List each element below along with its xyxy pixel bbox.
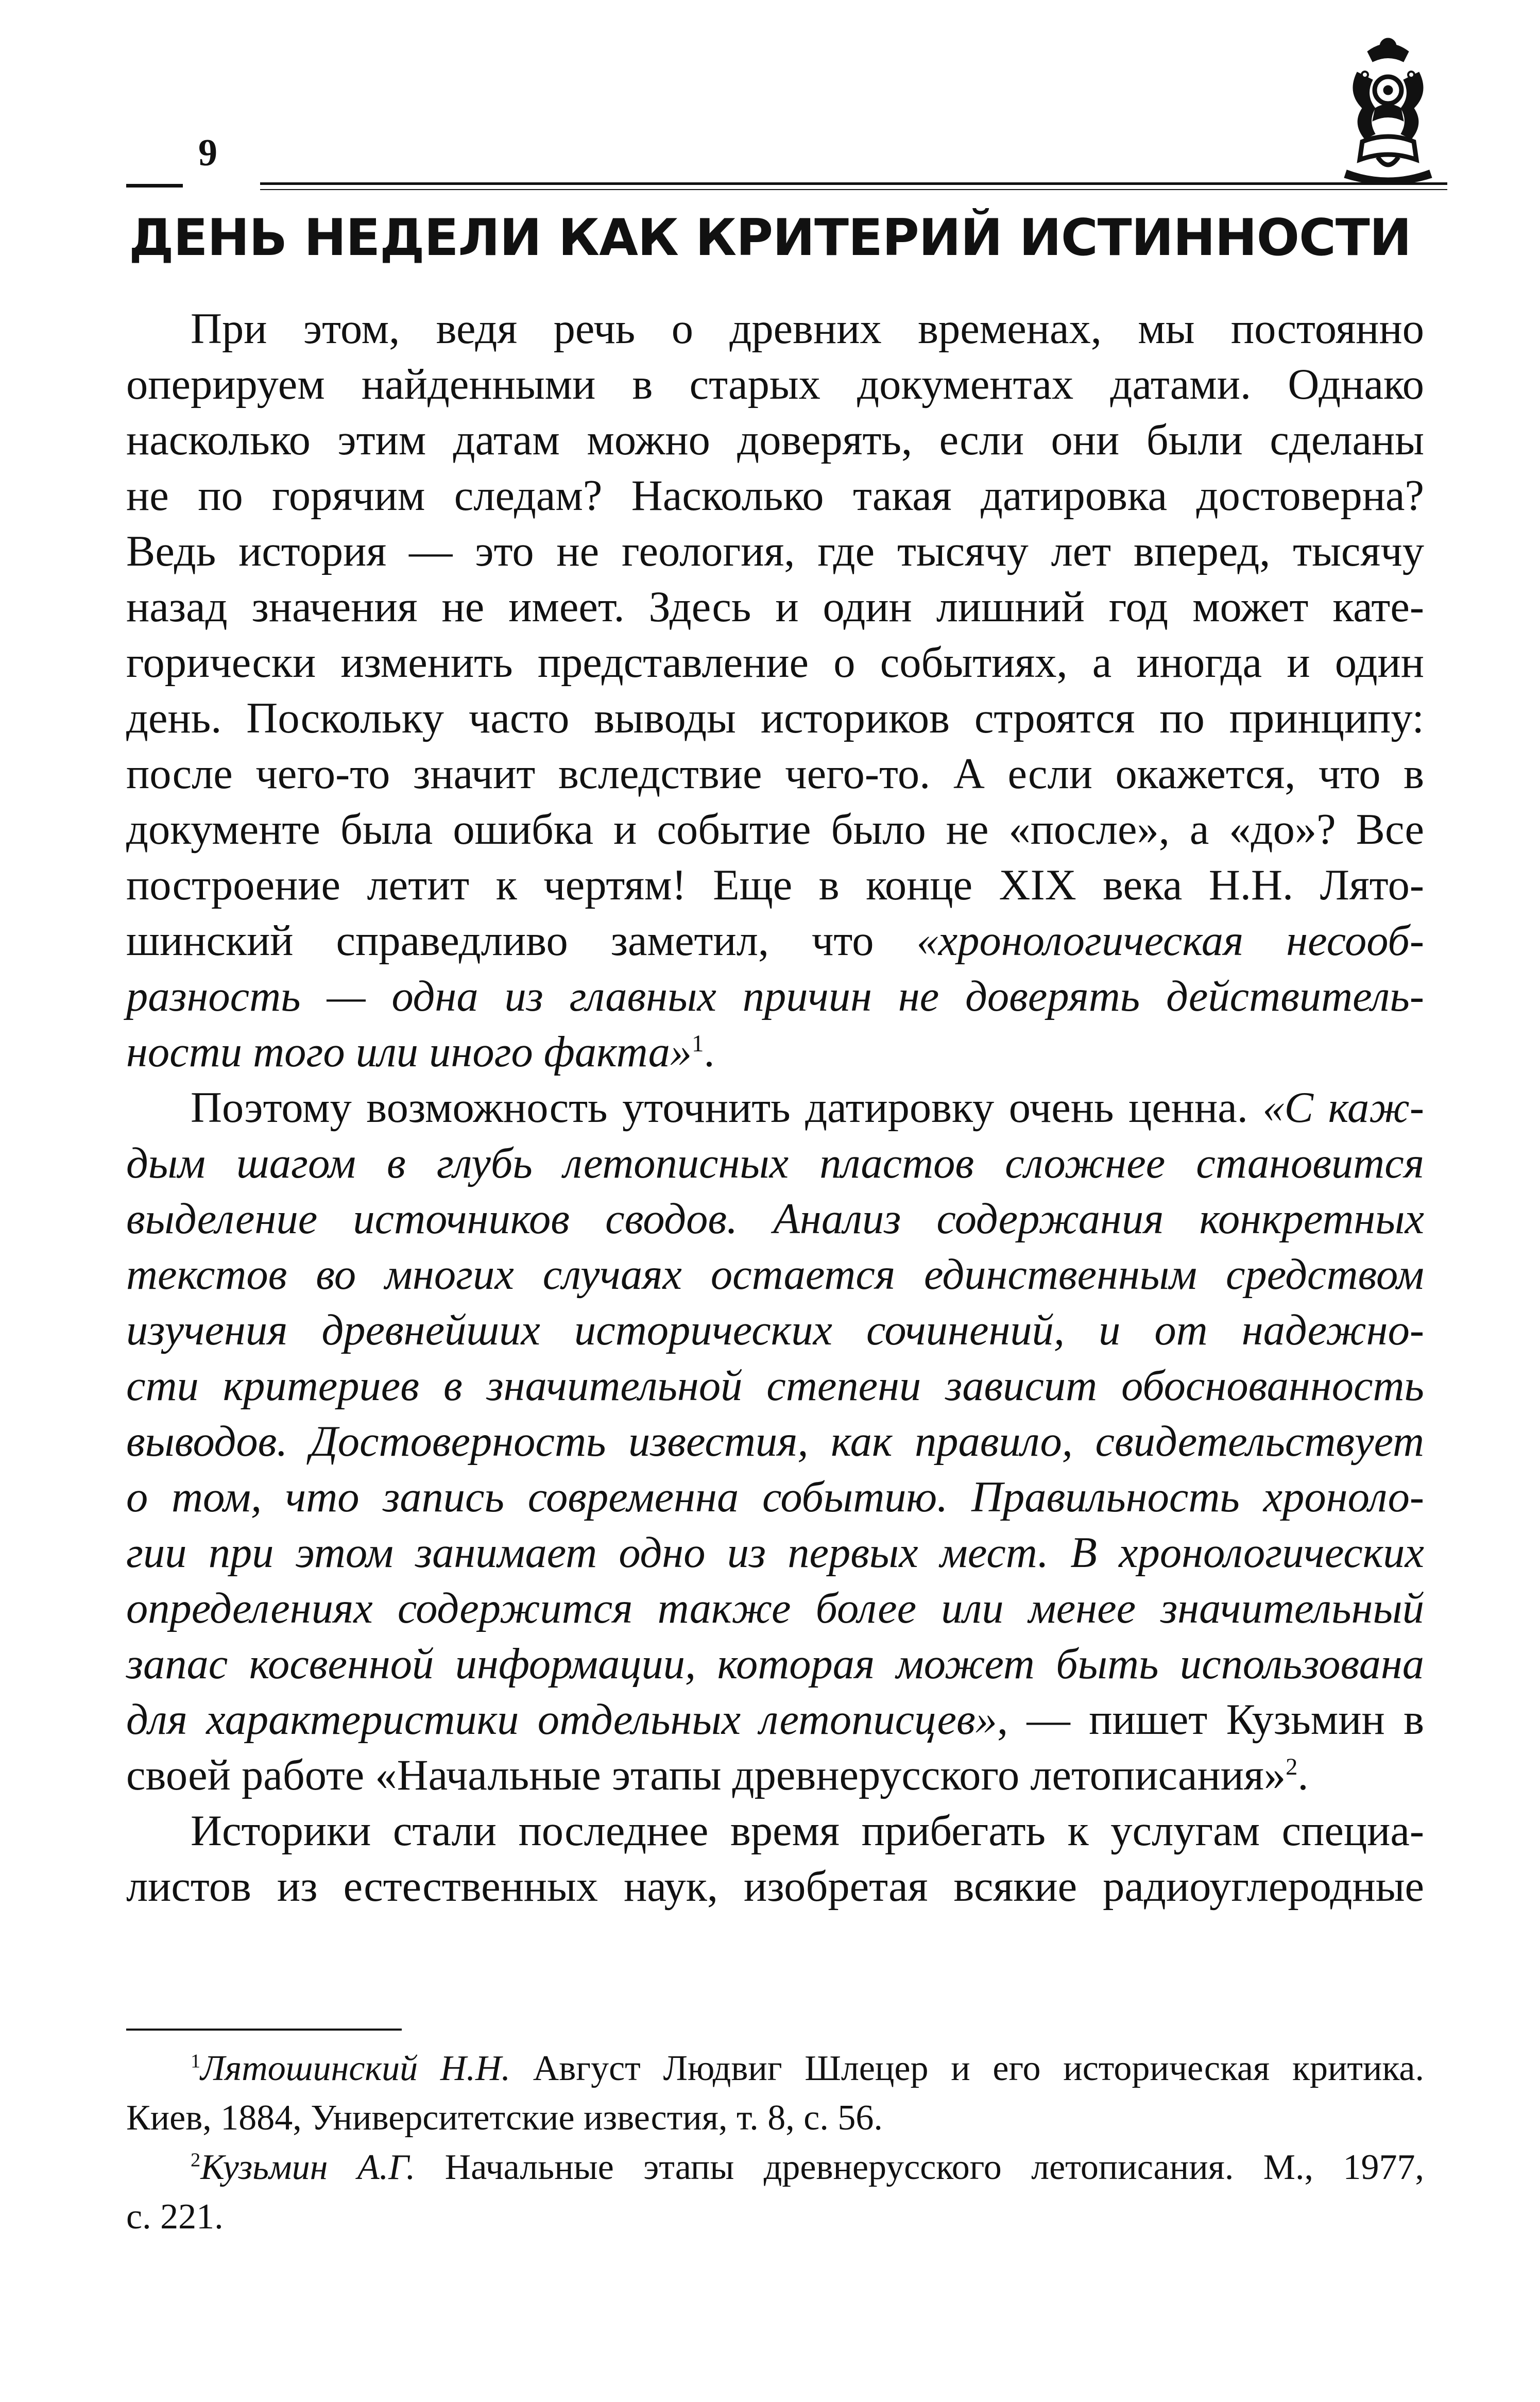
header-rule-right — [260, 182, 1447, 185]
footnote-divider — [126, 2029, 402, 2031]
text-line: горически изменить представление о событиях, а иногда и один — [126, 639, 1424, 687]
text-line: Поэтому возможность уточнить датировку очень ценна. «С каж- — [191, 1084, 1424, 1132]
text-line: текстов во многих случаях остается единственным средством — [126, 1251, 1424, 1299]
page-number: 9 — [198, 132, 217, 174]
text-line: после чего-то значит вследствие чего-то. А если окажется, что в — [126, 750, 1424, 798]
text-line: для характеристики отдельных летописцев», — пишет Кузьмин в — [126, 1696, 1424, 1744]
text-line: листов из естественных наук, изобретая всякие радиоуглеродные — [126, 1863, 1424, 1911]
text-line: ности того или иного факта»$^1$. — [126, 1028, 715, 1076]
text-line: выводов. Достоверность известия, как правило, свидетельствует — [126, 1418, 1424, 1466]
footnote-ref-1[interactable]: 1 — [692, 1030, 704, 1057]
text-line: Историки стали последнее время прибегать к услугам специа- — [191, 1807, 1424, 1855]
footnote-ref-2[interactable]: 2 — [1286, 1753, 1298, 1780]
text-line: При этом, ведя речь о древних временах, мы постоянно — [191, 305, 1424, 353]
text-line: о том, что запись современна событию. Правильность хроноло- — [126, 1473, 1424, 1521]
text-line: изучения древнейших исторических сочинений, и от надежно- — [126, 1306, 1424, 1354]
body-text — [126, 301, 1424, 1915]
footnote-2-cont: с. 221. — [126, 2197, 224, 2237]
chapter-title: ДЕНЬ НЕДЕЛИ КАК КРИТЕРИЙ ИСТИННОСТИ — [129, 209, 1411, 267]
ornamental-emblem-icon — [1326, 31, 1450, 196]
text-line: оперируем найденными в старых документах датами. Однако — [126, 361, 1424, 408]
text-line: дым шагом в глубь летописных пластов сложнее становится — [126, 1139, 1424, 1187]
footnote-1-cont: Киев, 1884, Университетские известия, т. 8, с. 56. — [126, 2098, 883, 2138]
text-line: не по горячим следам? Насколько такая датировка достоверна? — [126, 472, 1424, 520]
text-line: построение летит к чертям! Еще в конце XIX века Н.Н. Лято- — [126, 861, 1424, 909]
text-line: сти критериев в значительной степени зависит обоснованность — [126, 1362, 1424, 1410]
footnote-2: $^2$Кузьмин А.Г. Начальные этапы древнерусского летописания. М., 1977, — [191, 2148, 1424, 2187]
text-line: своей работе «Начальные этапы древнерусского летописания»$^2$. — [126, 1751, 1309, 1799]
header-rule-right-thin — [260, 189, 1447, 190]
text-line: день. Поскольку часто выводы историков строятся по принципу: — [126, 694, 1424, 742]
text-line: разность — одна из главных причин не доверять действитель- — [126, 973, 1424, 1020]
text-line: определениях содержится также более или менее значительный — [126, 1585, 1424, 1632]
text-line: Ведь история — это не геология, где тысячу лет вперед, тысячу — [126, 527, 1424, 575]
text-line: запас косвенной информации, которая может быть использована — [126, 1640, 1424, 1688]
footnotes — [126, 2044, 1424, 2242]
text-line: насколько этим датам можно доверять, если они были сделаны — [126, 416, 1424, 464]
header-rule-left — [126, 184, 183, 188]
text-line: шинский справедливо заметил, что «хронологическая несооб- — [126, 917, 1424, 965]
text-line: документе была ошибка и событие было не «после», а «до»? Все — [126, 806, 1424, 854]
text-line: гии при этом занимает одно из первых мест. В хронологических — [126, 1529, 1424, 1577]
text-line: выделение источников сводов. Анализ содержания конкретных — [126, 1195, 1424, 1243]
footnote-1: $^1$Лятошинский Н.Н. Август Людвиг Шлецер и его историческая критика. — [191, 2049, 1424, 2088]
text-line: назад значения не имеет. Здесь и один лишний год может кате- — [126, 583, 1424, 631]
